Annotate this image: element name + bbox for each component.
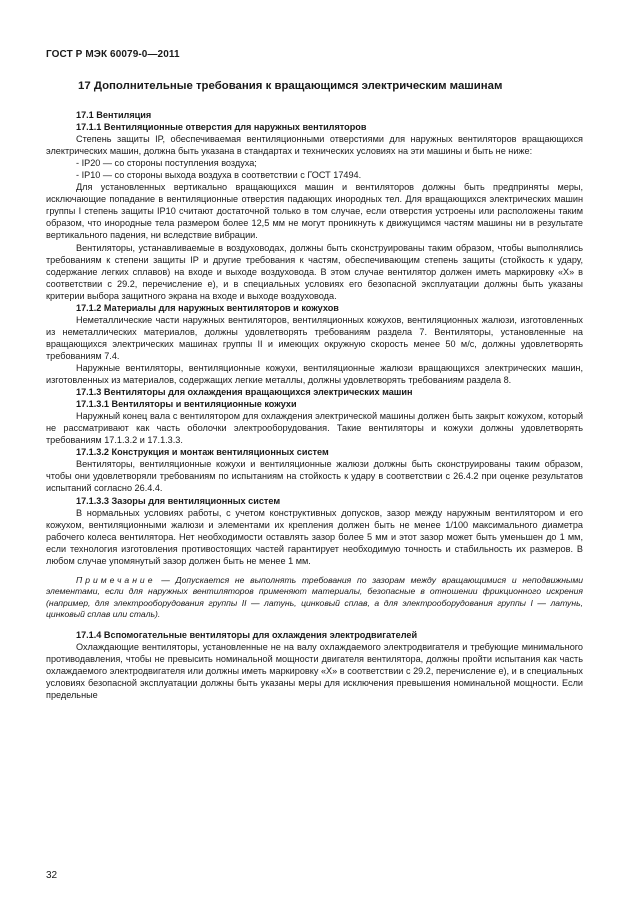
list-item: - IP10 — со стороны выхода воздуха в соответствии с ГОСТ 17494. <box>76 170 362 181</box>
note-paragraph <box>46 575 583 621</box>
paragraph: Вентиляторы, устанавливаемые в воздуховодах, должны быть сконструированы таким образом, чтобы выполнялись требованиям к степени защиты IP и другие требования к частям, обеспечивающим степень защиты (стойкость к удару, содержание легких сплавов) на входе и выходе воздуховода. В этом случае вентилятор должен иметь маркировку «X» в соответствии с 29.2, перечисление е), и в специальных условиях его безопасной эксплуатации должны быть указаны критерии выбора защитного экрана на входе и выходе воздуховода. <box>46 242 583 301</box>
subsection-heading: 17.1.3.2 Конструкция и монтаж вентиляционных систем <box>76 447 329 458</box>
paragraph: Наружные вентиляторы, вентиляционные кожухи, вентиляционные жалюзи вращающихся электрических машин, изготовленных из материалов, содержащих легкие металлы, должны удовлетворять требованиям раздела 8. <box>46 362 583 386</box>
paragraph: В нормальных условиях работы, с учетом конструктивных допусков, зазор между наружным вентилятором и его кожухом, вентиляционными жалюзи и элементами их крепления должен быть не менее 1/100 максимального диаметра рабочего колеса вентилятора. Нет необходимости оставлять зазор более 5 мм и этот зазор может быть уменьшен до 1 мм, если технология изготовления противостоящих частей гарантирует необходимую точность и стабильность их размеров. В любом случае упомянутый зазор должен быть не менее 1 мм. <box>46 507 583 566</box>
subsection-heading: 17.1.2 Материалы для наружных вентиляторов и кожухов <box>76 302 339 313</box>
paragraph: Для установленных вертикально вращающихся машин и вентиляторов должны быть предприняты меры, исключающие попадание в вентиляционные отверстия падающих инородных тел. Для вращающихся электрических машин группы I степень защиты IP10 считают достаточной только в том случае, если отверстия устроены или расположены таким образом, что инородные тела размером более 12,5 мм не могут проникнуть к движущимся частям машины ни в результате вертикального падения, ни вследствие вибрации. <box>46 182 583 241</box>
subsection-heading: 17.1.4 Вспомогательные вентиляторы для охлаждения электродвигателей <box>76 629 418 640</box>
document-body <box>46 109 583 701</box>
paragraph: Степень защиты IP, обеспечиваемая вентиляционными отверстиями для наружных вентиляторов вращающихся электрических машин, должна быть указана в стандартах и технических условиях на эти машины и быть не ниже: <box>46 134 583 157</box>
subsection-heading: 17.1 Вентиляция <box>76 110 152 120</box>
list-item: - IP20 — со стороны поступления воздуха; <box>76 158 257 169</box>
paragraph: Охлаждающие вентиляторы, установленные не на валу охлаждаемого электродвигателя и требующие минимального противодавления, чтобы не превысить номинальной мощности двигателя вентилятора, должны пройти испытания как часть охлаждаемого электродвигателя или должны иметь маркировку «X» в соответствии с 29.2, перечисление е), и в специальных условиях безопасной эксплуатации должны быть указаны меры для исключения превышения номинальной мощности. Если предельные <box>46 641 583 701</box>
paragraph: Наружный конец вала с вентилятором для охлаждения электрической машины должен быть закрыт кожухом, который не рассматривают как часть оболочки электрооборудования. Такие вентиляторы и кожухи должны удовлетворять требованиям 17.1.3.2 и 17.1.3.3. <box>46 411 583 446</box>
subsection-heading: 17.1.3.1 Вентиляторы и вентиляционные кожухи <box>76 399 297 410</box>
subsection-heading: 17.1.3 Вентиляторы для охлаждения вращающихся электрических машин <box>76 387 413 398</box>
note-text: — Допускается не выполнять требования по зазорам между вращающимися и неподвижными элементами, если для наружных вентиляторов применяют материалы, безопасные в отношении фрикционного искрения (например, для электрооборудования группы II — латунь, цинковый сплав, а для электрооборудования группы I — латунь, цинковый сплав или сталь). <box>46 574 583 620</box>
subsection-heading: 17.1.1 Вентиляционные отверстия для наружных вентиляторов <box>76 122 367 133</box>
section-title: 17 Дополнительные требования к вращающимся электрическим машинам <box>78 80 503 92</box>
subsection-heading: 17.1.3.3 Зазоры для вентиляционных систем <box>76 495 281 506</box>
paragraph: Неметаллические части наружных вентиляторов, вентиляционных кожухов, вентиляционных жалюзи, изготовленных из неметаллических материалов, должны удовлетворять требованиям раздела 7. Вентиляторы, установленные на вращающихся электрических машинах группы II и имеющих окружную скорость менее 50 м/с, должны удовлетворять требованиям 7.4. <box>46 314 583 361</box>
document-header: ГОСТ Р МЭК 60079-0—2011 <box>46 49 180 60</box>
paragraph: Вентиляторы, вентиляционные кожухи и вентиляционные жалюзи должны быть сконструированы таким образом, чтобы они удовлетворяли требованиям по испытаниям на стойкость к удару в соответствии с 26.4.2 при оценке результатов испытаний согласно 26.4.4. <box>46 459 583 494</box>
page-number: 32 <box>46 870 58 881</box>
note-label: Примечание <box>76 574 156 585</box>
